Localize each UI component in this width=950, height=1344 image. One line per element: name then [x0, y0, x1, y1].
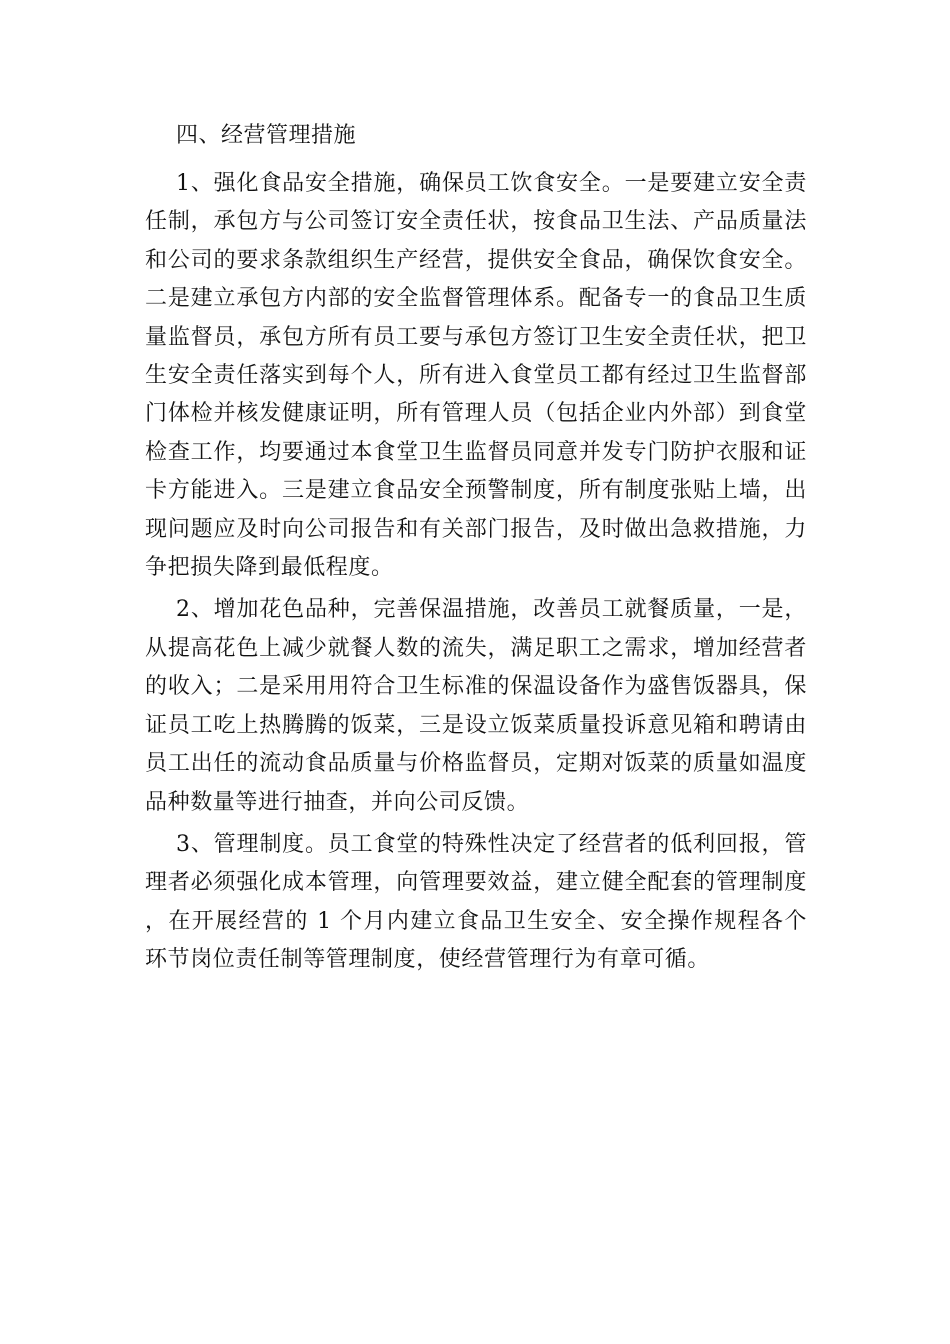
- paragraph-food-safety: 1、强化食品安全措施，确保员工饮食安全。一是要建立安全责任制，承包方与公司签订安全责任状，按食品卫生法、产品质量法和公司的要求条款组织生产经营，提供安全食品，确保饮食安全。二是建立承包方内部的安全监督管理体系。配备专一的食品卫生质量监督员，承包方所有员工要与承包方签订卫生安全责任状，把卫生安全责任落实到每个人，所有进入食堂员工都有经过卫生监督部门体检并核发健康证明，所有管理人员（包括企业内外部）到食堂检查工作，均要通过本食堂卫生监督员同意并发专门防护衣服和证卡方能进入。三是建立食品安全预警制度，所有制度张贴上墙，出现问题应及时向公司报告和有关部门报告，及时做出急救措施，力争把损失降到最低程度。: [145, 171, 807, 581]
- section-heading: 四、经营管理措施: [176, 123, 357, 148]
- document-body: [145, 111, 807, 980]
- paragraph-menu-variety: 2、增加花色品种，完善保温措施，改善员工就餐质量，一是，从提高花色上减少就餐人数的流失，满足职工之需求，增加经营者的收入；二是采用用符合卫生标准的保温设备作为盛售饭器具，保证员工吃上热腾腾的饭菜，三是设立饭菜质量投诉意见箱和聘请由员工出任的流动食品质量与价格监督员，定期对饭菜的质量如温度品种数量等进行抽查，并向公司反馈。: [145, 597, 807, 815]
- paragraph-management-system: 3、管理制度。员工食堂的特殊性决定了经营者的低利回报，管理者必须强化成本管理，向管理要效益，建立健全配套的管理制度，在开展经营的 1 个月内建立食品卫生安全、安全操作规程各个环节岗位责任制等管理制度，使经营管理行为有章可循。: [145, 831, 807, 973]
